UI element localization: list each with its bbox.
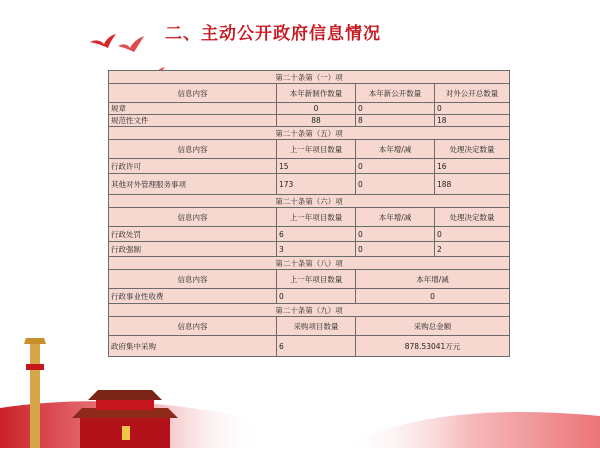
column-header: 本年增/减 — [356, 208, 435, 227]
table-cell: 政府集中采购 — [109, 336, 277, 357]
column-header: 采购总金额 — [356, 317, 510, 336]
table-cell: 0 — [435, 227, 510, 242]
column-header: 上一年项目数量 — [277, 140, 356, 159]
section-heading: 第二十条第（九）项 — [109, 304, 510, 317]
section-heading: 第二十条第（一）项 — [109, 71, 510, 84]
tiananmen-decoration — [0, 330, 600, 448]
column-header: 信息内容 — [109, 140, 277, 159]
table-cell: 6 — [277, 336, 356, 357]
table-cell: 行政处罚 — [109, 227, 277, 242]
table-cell: 8 — [356, 115, 435, 127]
page-title: 二、主动公开政府信息情况 — [165, 24, 381, 44]
table-cell: 0 — [277, 103, 356, 115]
table-cell: 15 — [277, 159, 356, 174]
table-cell: 188 — [435, 174, 510, 195]
column-header: 处理决定数量 — [435, 208, 510, 227]
table-cell: 行政事业性收费 — [109, 289, 277, 304]
table-header-row — [109, 270, 510, 289]
table-cell: 0 — [356, 242, 435, 257]
section-heading-row — [109, 195, 510, 208]
column-header: 处理决定数量 — [435, 140, 510, 159]
table-cell: 18 — [435, 115, 510, 127]
column-header: 上一年项目数量 — [277, 208, 356, 227]
table-cell: 0 — [356, 289, 510, 304]
table-cell: 0 — [356, 159, 435, 174]
column-header: 信息内容 — [109, 208, 277, 227]
section-heading: 第二十条第（八）项 — [109, 257, 510, 270]
table-cell: 878.53041万元 — [356, 336, 510, 357]
table-cell: 3 — [277, 242, 356, 257]
table-cell: 行政强制 — [109, 242, 277, 257]
table-row — [109, 115, 510, 127]
table-row — [109, 227, 510, 242]
table-cell: 16 — [435, 159, 510, 174]
column-header: 信息内容 — [109, 317, 277, 336]
table-cell: 173 — [277, 174, 356, 195]
table-row — [109, 174, 510, 195]
table-cell: 0 — [356, 103, 435, 115]
table-row — [109, 289, 510, 304]
column-header: 对外公开总数量 — [435, 84, 510, 103]
section-heading-row — [109, 304, 510, 317]
table-cell: 规章 — [109, 103, 277, 115]
table-header-row — [109, 208, 510, 227]
table-row — [109, 242, 510, 257]
table-cell: 行政许可 — [109, 159, 277, 174]
column-header: 上一年项目数量 — [277, 270, 356, 289]
column-header: 本年新制作数量 — [277, 84, 356, 103]
table-cell: 0 — [356, 174, 435, 195]
section-heading-row — [109, 71, 510, 84]
table-cell: 0 — [277, 289, 356, 304]
section-heading: 第二十条第（六）项 — [109, 195, 510, 208]
table-header-row — [109, 140, 510, 159]
table-cell: 88 — [277, 115, 356, 127]
table-row — [109, 159, 510, 174]
table-cell: 0 — [356, 227, 435, 242]
disclosure-table — [108, 70, 510, 357]
table-cell: 6 — [277, 227, 356, 242]
table-cell: 规范性文件 — [109, 115, 277, 127]
section-heading: 第二十条第（五）项 — [109, 127, 510, 140]
column-header: 本年新公开数量 — [356, 84, 435, 103]
section-heading-row — [109, 257, 510, 270]
table-header-row — [109, 84, 510, 103]
section-heading-row — [109, 127, 510, 140]
table-cell: 其他对外管理服务事项 — [109, 174, 277, 195]
column-header: 采购项目数量 — [277, 317, 356, 336]
table-cell: 2 — [435, 242, 510, 257]
table-cell: 0 — [435, 103, 510, 115]
column-header: 信息内容 — [109, 270, 277, 289]
doves-decoration — [88, 32, 148, 60]
column-header: 本年增/减 — [356, 140, 435, 159]
column-header: 信息内容 — [109, 84, 277, 103]
column-header: 本年增/减 — [356, 270, 510, 289]
table-row — [109, 103, 510, 115]
